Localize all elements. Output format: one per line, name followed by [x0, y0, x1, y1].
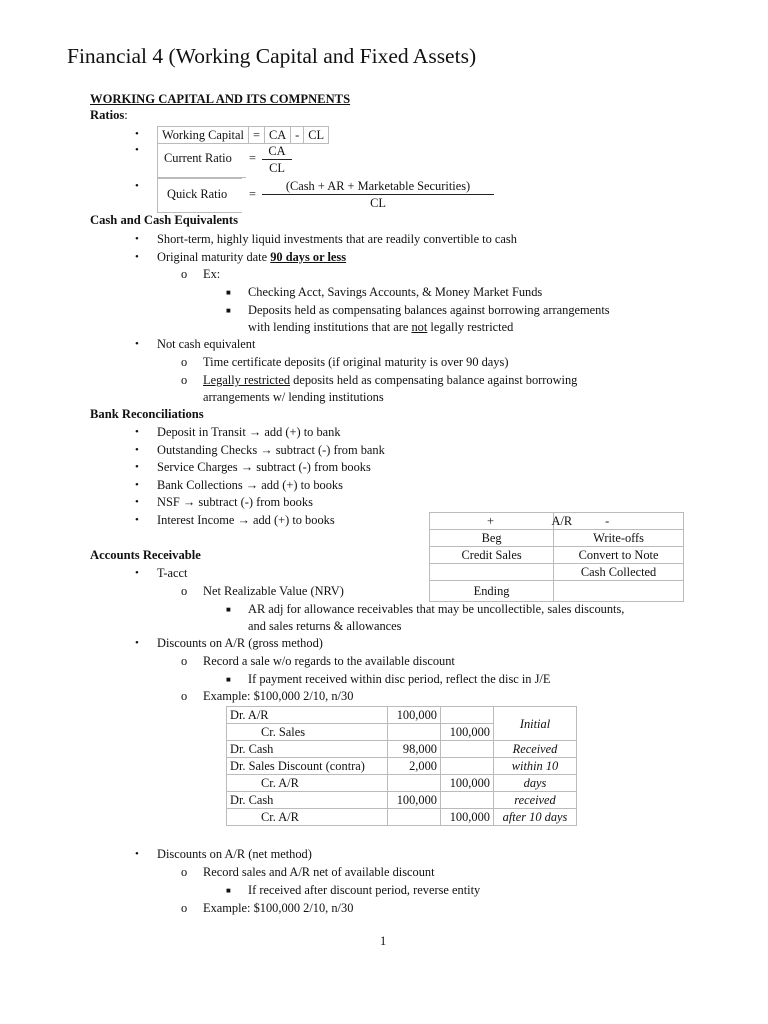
quick-ratio-eq: = [249, 187, 256, 201]
ar-nrv: Net Realizable Value (NRV) [203, 584, 344, 598]
section-heading-ar: Accounts Receivable [90, 548, 201, 562]
quick-ratio-name: Quick Ratio [167, 187, 228, 201]
ar-gross-1a: If payment received within disc period, reflect the disc in J/E [248, 672, 551, 686]
je-acct: Cr. A/R [227, 809, 388, 826]
bullet: • [135, 180, 139, 192]
section-heading-bank: Bank Reconciliations [90, 407, 204, 421]
quick-ratio-fraction: $\frac{\text{(Cash + AR + Marketable Securities)}}{CL}$ [262, 178, 494, 211]
formula-eq: = [248, 127, 264, 144]
bank-item: Outstanding Checks → subtract (-) from bank [157, 443, 385, 457]
sub-bullet: o [181, 584, 188, 598]
bullet: • [135, 233, 139, 245]
je-dr [388, 809, 441, 826]
page-title: Financial 4 (Working Capital and Fixed Assets) [67, 44, 477, 68]
cash-line-2: Original maturity date 90 days or less [157, 250, 347, 264]
t-left: Beg [430, 530, 554, 547]
formula-term: CA [264, 127, 290, 144]
je-acct: Dr. Sales Discount (contra) [227, 758, 388, 775]
nce-2b: arrangements w/ lending institutions [203, 390, 384, 404]
ar-t-account [429, 512, 684, 602]
bullet: • [135, 637, 139, 649]
t-left: Ending [430, 581, 554, 602]
bullet: • [135, 444, 139, 456]
je-cr [441, 758, 494, 775]
sub-bullet: o [181, 901, 188, 915]
je-dr: 98,000 [388, 741, 441, 758]
je-cr: 100,000 [441, 724, 494, 741]
ar-tacct: T-acct [157, 566, 188, 580]
current-ratio-eq: = [249, 151, 256, 165]
t-left: Credit Sales [430, 547, 554, 564]
sub-bullet: o [181, 267, 188, 281]
t-right [554, 581, 684, 602]
je-cr: 100,000 [441, 809, 494, 826]
current-ratio-fraction: $\frac{CA}{CL}$ [262, 143, 292, 176]
ar-nrv-1: AR adj for allowance receivables that may be uncollectible, sales discounts, [248, 602, 625, 616]
bullet: • [135, 128, 139, 140]
section-heading-working-capital: WORKING CAPITAL AND ITS COMPNENTS [90, 92, 351, 106]
je-acct: Cr. Sales [227, 724, 388, 741]
bullet: • [135, 514, 139, 526]
bullet: • [135, 338, 139, 350]
bank-item: Interest Income → add (+) to books [157, 513, 335, 527]
je-acct: Dr. A/R [227, 707, 388, 724]
bank-item: Service Charges → subtract (-) from books [157, 460, 371, 474]
nce-1: Time certificate deposits (if original maturity is over 90 days) [203, 355, 509, 369]
sub-bullet: o [181, 654, 188, 668]
t-left [430, 564, 554, 581]
bullet: • [135, 567, 139, 579]
sub-bullet: o [181, 355, 188, 369]
bank-item: Bank Collections → add (+) to books [157, 478, 343, 492]
je-cr [441, 707, 494, 724]
square-bullet: ■ [226, 605, 231, 614]
bullet: • [135, 496, 139, 508]
cash-ex-2b: with lending institutions that are not legally restricted [248, 320, 514, 334]
je-dr: 100,000 [388, 707, 441, 724]
t-right: Write-offs [554, 530, 684, 547]
not-cash-equivalent: Not cash equivalent [157, 337, 256, 351]
ar-net: Discounts on A/R (net method) [157, 847, 312, 861]
je-note: received [494, 792, 577, 809]
je-note: Initial [494, 707, 577, 741]
je-dr: 100,000 [388, 792, 441, 809]
t-account-header-right: - [554, 513, 684, 530]
bullet: • [135, 144, 139, 156]
square-bullet: ■ [226, 675, 231, 684]
je-acct: Dr. Cash [227, 792, 388, 809]
bullet: • [135, 251, 139, 263]
bullet: • [135, 426, 139, 438]
formula-op: - [291, 127, 304, 144]
je-note: within 10 [494, 758, 577, 775]
square-bullet: ■ [226, 306, 231, 315]
ar-example: Example: $100,000 2/10, n/30 [203, 689, 354, 703]
je-cr: 100,000 [441, 775, 494, 792]
t-right: Convert to Note [554, 547, 684, 564]
square-bullet: ■ [226, 886, 231, 895]
bullet: • [135, 479, 139, 491]
current-ratio-name: Current Ratio [164, 151, 232, 165]
ar-gross: Discounts on A/R (gross method) [157, 636, 323, 650]
je-acct: Cr. A/R [227, 775, 388, 792]
je-note: Received [494, 741, 577, 758]
je-note: after 10 days [494, 809, 577, 826]
sub-bullet: o [181, 865, 188, 879]
ar-gross-1: Record a sale w/o regards to the available discount [203, 654, 455, 668]
je-dr [388, 724, 441, 741]
ar-net-1a: If received after discount period, reverse entity [248, 883, 481, 897]
ar-net-1: Record sales and A/R net of available discount [203, 865, 435, 879]
je-dr: 2,000 [388, 758, 441, 775]
sub-bullet: o [181, 373, 188, 387]
je-acct: Dr. Cash [227, 741, 388, 758]
sub-bullet: o [181, 689, 188, 703]
square-bullet: ■ [226, 288, 231, 297]
formula-term: CL [304, 127, 329, 144]
section-heading-cash: Cash and Cash Equivalents [90, 213, 239, 227]
je-note: days [494, 775, 577, 792]
je-cr [441, 741, 494, 758]
t-right: Cash Collected [554, 564, 684, 581]
je-cr [441, 792, 494, 809]
journal-entry-table [226, 706, 577, 826]
ar-example-2: Example: $100,000 2/10, n/30 [203, 901, 354, 915]
bank-item: Deposit in Transit → add (+) to bank [157, 425, 341, 439]
cash-ex-2a: Deposits held as compensating balances against borrowing arrangements [248, 303, 610, 317]
je-dr [388, 775, 441, 792]
page-number: 1 [380, 934, 387, 948]
cash-ex-1: Checking Acct, Savings Accounts, & Money Market Funds [248, 285, 543, 299]
formula-name: Working Capital [158, 127, 249, 144]
nce-2: Legally restricted deposits held as compensating balance against borrowing [203, 373, 578, 387]
working-capital-formula [157, 126, 329, 144]
cash-ex: Ex: [203, 267, 221, 281]
cash-line-1: Short-term, highly liquid investments that are readily convertible to cash [157, 232, 517, 246]
bank-item: NSF → subtract (-) from books [157, 495, 313, 509]
bullet: • [135, 848, 139, 860]
bullet: • [135, 461, 139, 473]
t-account-header-left: + A/R [430, 513, 554, 530]
ratios-label: Ratios: [90, 108, 128, 122]
ar-nrv-2: and sales returns & allowances [248, 619, 402, 633]
